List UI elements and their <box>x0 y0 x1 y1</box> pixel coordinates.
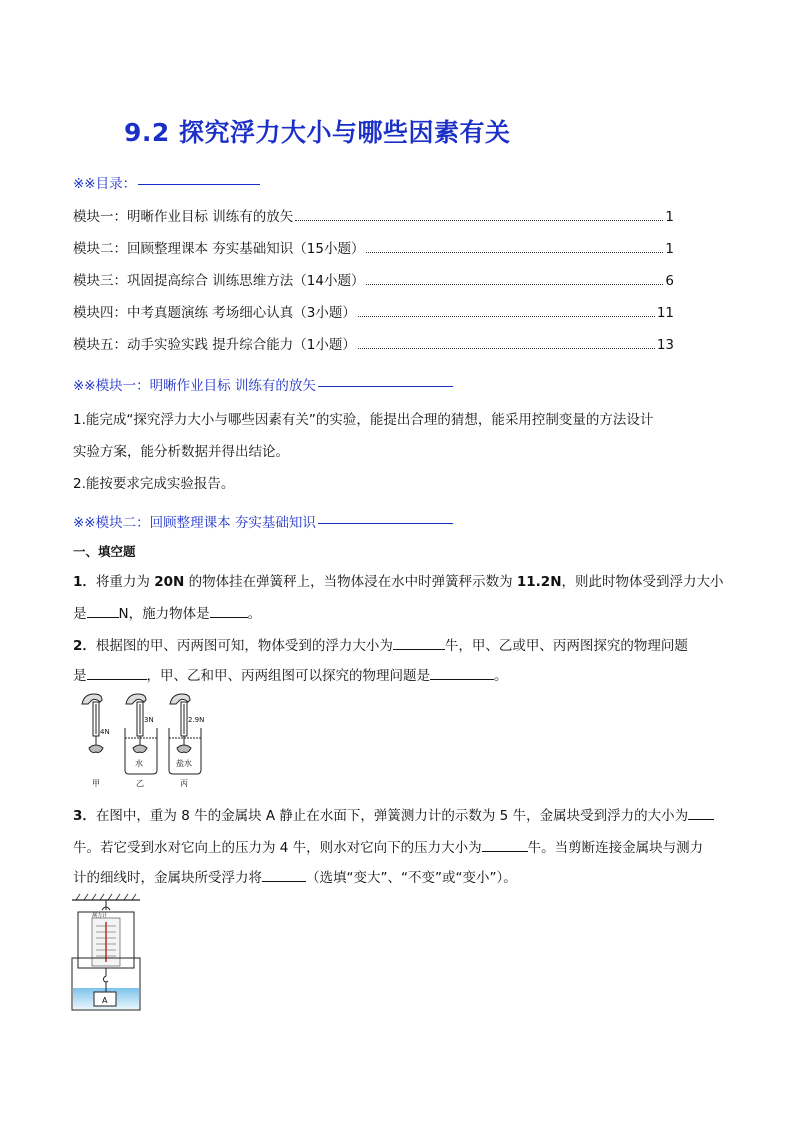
question-3-line-2: 牛。若它受到水对它向上的压力为 4 牛，则水对它向下的压力大小为 牛。当剪断连接金属块与测力 <box>73 840 704 856</box>
answer-blank[interactable] <box>262 868 306 882</box>
question-1-line-2: 是 N，施力物体是 。 <box>73 606 262 622</box>
answer-blank[interactable] <box>210 604 248 618</box>
question-1-line-1: 1．将重力为 20N 的物体挂在弹簧秤上，当物体浸在水中时弹簧秤示数为 11.2N，则此时物体受到浮力大小 <box>73 574 724 590</box>
liquid-bing: 盐水 <box>176 759 192 768</box>
label-yi: 乙 <box>136 779 144 788</box>
dynamometer-figure <box>68 892 148 1014</box>
toc-item[interactable]: 模块三：巩固提高综合 训练思维方法（14小题） 6 <box>73 273 674 289</box>
question-2-line-1: 2．根据图的甲、丙两图可知，物体受到的浮力大小为 牛，甲、乙或甲、丙两图探究的物理问题 <box>73 638 688 654</box>
section-fill-blank: 一、填空题 <box>73 544 136 559</box>
reading-jia: 4N <box>100 728 110 736</box>
toc-heading: ※※目录： <box>73 172 260 192</box>
reading-yi: 3N <box>144 716 154 724</box>
module2-heading: ※※模块二：回顾整理课本 夯实基础知识 <box>73 511 453 531</box>
label-jia: 甲 <box>92 779 100 788</box>
answer-blank[interactable] <box>87 666 147 680</box>
question-2-line-2: 是 ，甲、乙和甲、丙两组图可以探究的物理问题是 。 <box>73 668 508 684</box>
page-title: 9.2 探究浮力大小与哪些因素有关 <box>124 118 511 147</box>
module1-goal-1: 1.能完成“探究浮力大小与哪些因素有关”的实验，能提出合理的猜想，能采用控制变量的方法设计 <box>73 412 654 428</box>
answer-blank[interactable] <box>688 806 714 820</box>
toc-item[interactable]: 模块四：中考真题演练 考场细心认真（3小题） 11 <box>73 305 674 321</box>
toc-item[interactable]: 模块五：动手实验实践 提升综合能力（1小题） 13 <box>73 337 674 353</box>
answer-blank[interactable] <box>393 636 445 650</box>
toc-item[interactable]: 模块二：回顾整理课本 夯实基础知识（15小题） 1 <box>73 241 674 257</box>
answer-blank[interactable] <box>87 604 119 618</box>
question-3-line-1: 3．在图中，重为 8 牛的金属块 A 静止在水面下，弹簧测力计的示数为 5 牛，金属块受到浮力的大小为 <box>73 804 714 824</box>
answer-blank[interactable] <box>430 666 494 680</box>
question-3-line-3: 计的细线时，金属块所受浮力将 （选填“变大”、“不变”或“变小”）。 <box>73 870 517 886</box>
answer-blank[interactable] <box>482 838 528 852</box>
label-bing: 丙 <box>180 779 188 788</box>
spring-scale-figure <box>70 690 220 790</box>
module1-heading: ※※模块一：明晰作业目标 训练有的放矢 <box>73 374 453 394</box>
module1-goal-2: 2.能按要求完成实验报告。 <box>73 476 235 492</box>
liquid-yi: 水 <box>135 759 143 768</box>
setup-jia <box>82 694 103 753</box>
block-label: A <box>102 996 108 1005</box>
meter-label: 测力计 <box>92 913 108 919</box>
module1-goal-1-cont: 实验方案，能分析数据并得出结论。 <box>73 444 289 460</box>
toc-item[interactable]: 模块一：明晰作业目标 训练有的放矢 1 <box>73 209 674 225</box>
reading-bing: 2.9N <box>188 716 205 724</box>
